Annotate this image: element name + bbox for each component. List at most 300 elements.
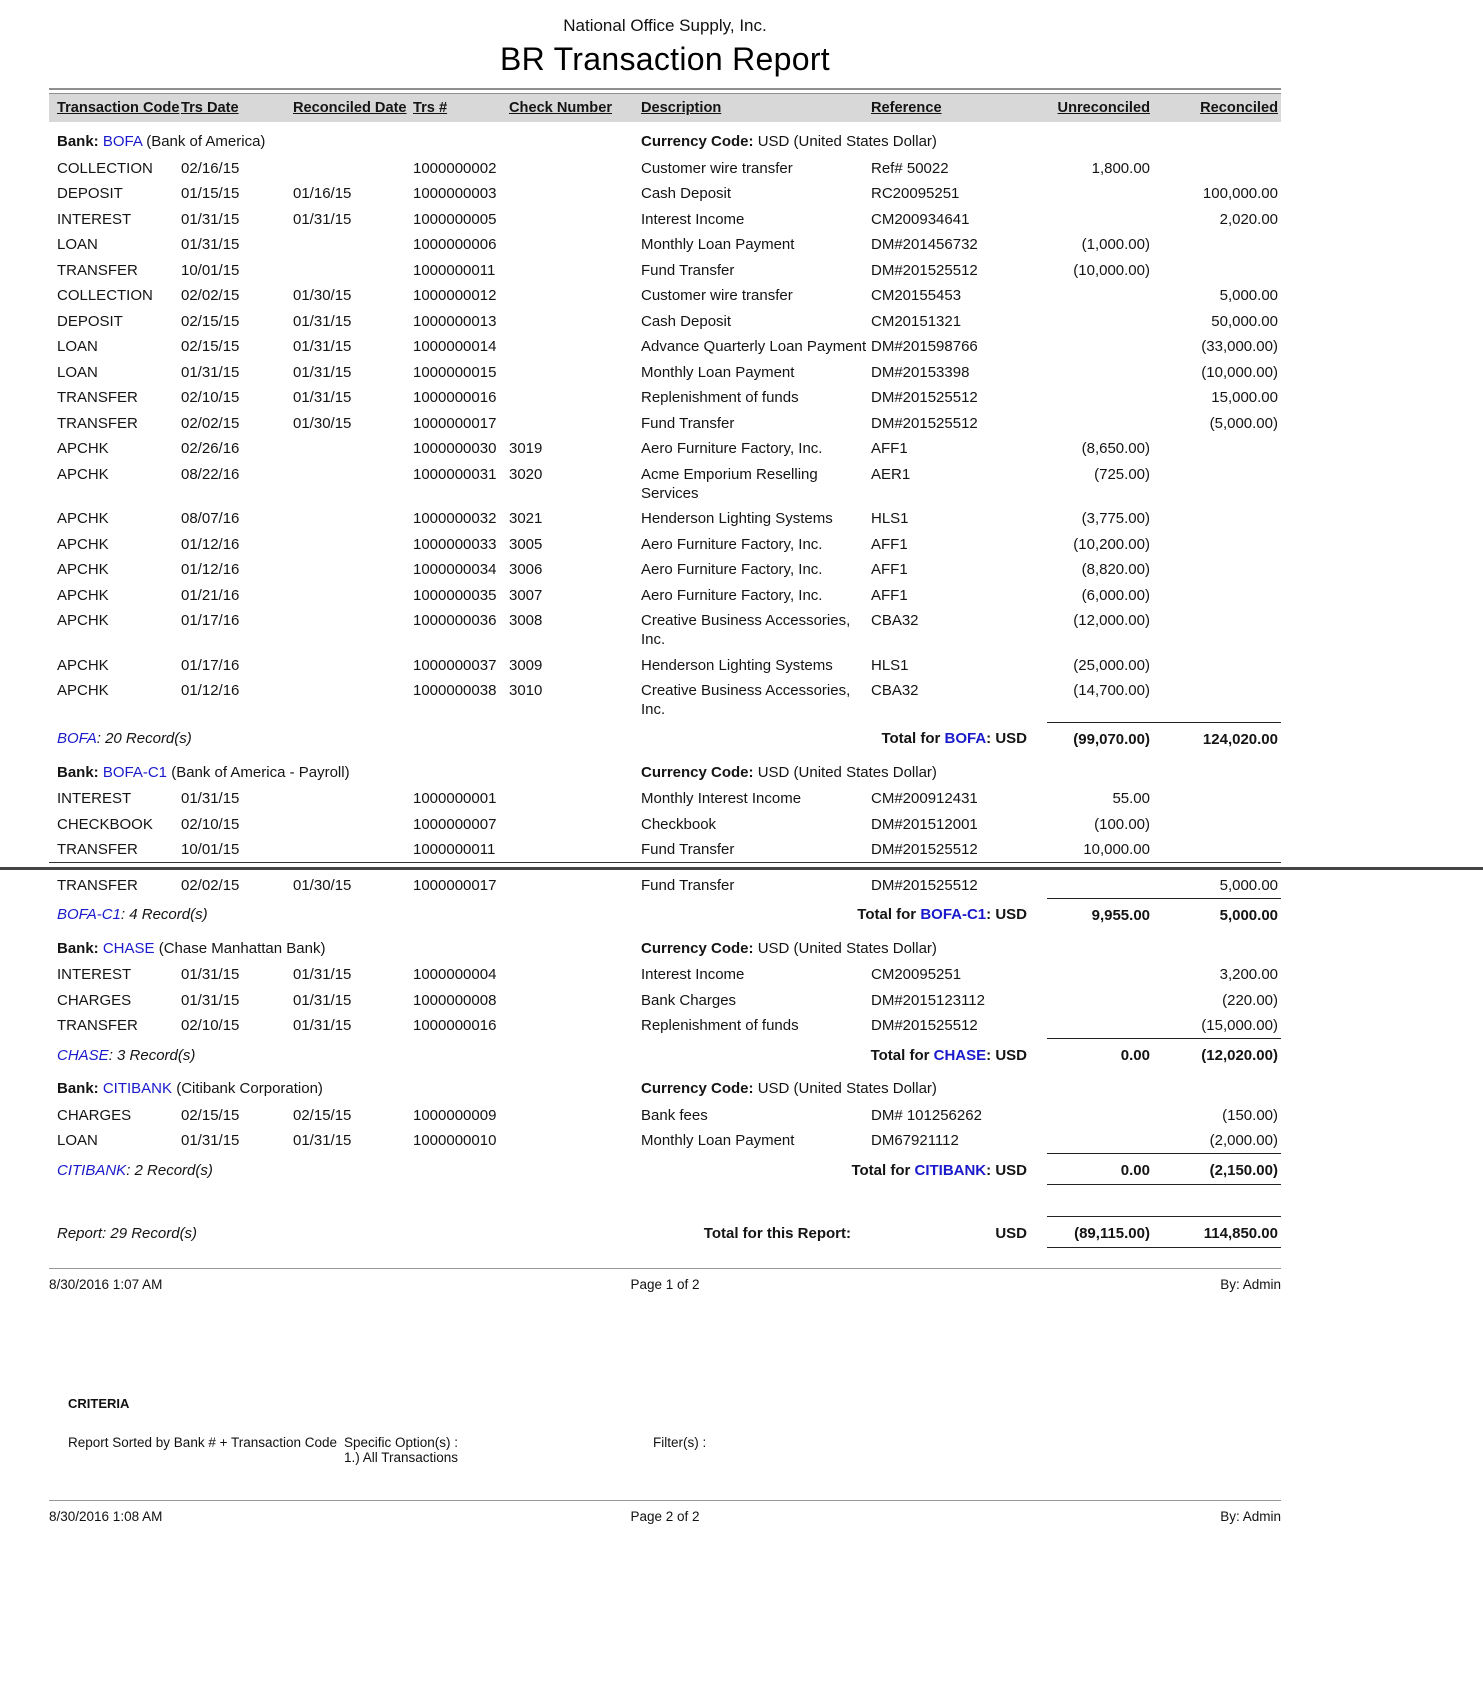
cell-reconciled [1151,557,1281,583]
cell-reconciled-date [293,155,413,181]
transaction-row [49,872,1281,898]
cell-reference: Ref# 50022 [871,159,949,177]
cell-reconciled-date: 01/31/15 [293,363,352,381]
cell-code: COLLECTION [57,287,153,304]
cell-reconciled-date: 01/31/15 [293,312,352,330]
cell-unreconciled: (100.00) [1094,815,1150,833]
cell-unreconciled: 10,000.00 [1047,837,1151,863]
cell-trs-date: 01/12/16 [181,561,240,578]
transaction-row [49,1128,1281,1154]
transaction-row [49,962,1281,988]
cell-reconciled [1151,811,1281,837]
cell-reconciled [1151,786,1281,812]
section-total-row [49,1154,1281,1185]
col-header-trs-date [181,94,293,123]
transaction-row [49,837,1281,863]
cell-check-number [509,359,641,385]
cell-trs-date: 02/02/15 [181,287,240,304]
criteria-section [49,1396,1281,1497]
cell-reference: AFF1 [871,586,908,604]
cell-reconciled-date [293,811,413,837]
cell-trs-date: 01/17/16 [181,612,240,629]
cell-check-number: 3006 [509,561,543,578]
section-total-reconciled: (12,020.00) [1151,1039,1281,1070]
cell-reconciled: 3,200.00 [1219,966,1278,983]
cell-trs-date: 02/02/15 [181,876,240,894]
cell-description: Customer wire transfer [641,159,793,177]
cell-trs-number: 1000000036 [413,612,497,629]
cell-reconciled [1151,678,1281,723]
cell-unreconciled [1047,334,1151,360]
cell-trs-date: 01/17/16 [181,656,240,674]
cell-check-number [509,334,641,360]
cell-trs-number: 1000000009 [413,1106,497,1124]
bank-label: Bank: [57,939,103,957]
cell-check-number [509,1128,641,1154]
cell-check-number: 3009 [509,656,543,674]
cell-reference: DM#201525512 [871,414,978,432]
cell-check-number: 3005 [509,535,543,553]
footer-author: By: Admin [1220,1277,1282,1292]
cell-check-number: 3007 [509,586,543,604]
col-header-label: Reconciled [1200,100,1278,116]
section-total-reconciled: (2,150.00) [1151,1154,1281,1185]
cell-unreconciled [1047,872,1151,898]
report-header [49,0,1281,88]
cell-code: TRANSFER [57,389,138,406]
cell-trs-number: 1000000010 [413,1132,497,1149]
cell-code: APCHK [57,465,109,483]
cell-trs-date: 10/01/15 [181,261,240,279]
cell-trs-date: 01/31/15 [181,1132,240,1149]
cell-reconciled-date: 01/30/15 [293,414,352,432]
col-header-label: Unreconciled [1057,100,1150,116]
transaction-row [49,652,1281,678]
cell-description: Customer wire transfer [641,287,793,304]
cell-code: CHECKBOOK [57,815,153,833]
cell-unreconciled [1047,308,1151,334]
cell-unreconciled: 55.00 [1112,790,1150,807]
currency-cell: Currency Code: USD (United States Dollar) [641,133,937,150]
cell-description: Cash Deposit [641,185,732,202]
transaction-row [49,257,1281,283]
cell-unreconciled: (25,000.00) [1073,656,1150,674]
cell-reconciled [1151,652,1281,678]
cell-trs-date: 02/02/15 [181,414,240,432]
currency-code-label: Currency Code: [641,1080,758,1097]
cell-reconciled [1151,506,1281,532]
criteria-options-value: 1.) All Transactions [344,1450,459,1465]
cell-reference: DM#2015123112 [871,991,985,1009]
cell-check-number [509,786,641,812]
cell-reconciled: 50,000.00 [1211,312,1278,330]
cell-reconciled [1151,232,1281,258]
cell-reference: CM200934641 [871,210,970,228]
cell-description: Aero Furniture Factory, Inc. [641,535,823,553]
cell-reference: CM#200912431 [871,790,978,807]
bank-code-link[interactable]: CHASE [57,1046,109,1064]
bank-name-cell: Bank: BOFA-C1 (Bank of America - Payroll) [57,763,350,781]
cell-unreconciled [1047,1128,1151,1154]
cell-reference: DM#201525512 [871,389,978,406]
bank-label: Bank: [57,763,103,781]
transaction-row [49,506,1281,532]
cell-reconciled-date [293,531,413,557]
report-records-count [49,1217,641,1248]
col-header-label: Reference [871,100,942,116]
records-text: BOFA: 20 Record(s) [57,730,192,747]
section-total-row [49,1039,1281,1070]
cell-description: Bank Charges [641,991,737,1009]
footer-datetime: 8/30/2016 1:08 AM [49,1509,163,1524]
report-total-reconciled: 114,850.00 [1151,1217,1281,1248]
col-header-reference [871,94,1047,123]
cell-reference: DM#201525512 [871,837,1047,863]
criteria-heading: CRITERIA [68,1396,130,1411]
cell-check-number [509,257,641,283]
cell-description: Monthly Interest Income [641,790,802,807]
cell-reconciled: 2,020.00 [1219,210,1278,228]
cell-description: Fund Transfer [641,837,871,863]
cell-trs-number: 1000000011 [413,261,496,279]
transaction-row [49,308,1281,334]
cell-reference: DM#201525512 [871,261,978,279]
cell-check-number [509,155,641,181]
cell-reconciled-date: 01/16/15 [293,185,352,202]
cell-trs-date: 02/10/15 [181,815,240,833]
cell-trs-date: 01/31/15 [181,991,240,1009]
cell-trs-number: 1000000008 [413,991,497,1009]
cell-code: COLLECTION [57,159,153,177]
cell-description: Aero Furniture Factory, Inc. [641,440,823,457]
cell-code: TRANSFER [49,837,181,863]
cell-trs-date: 10/01/15 [181,837,293,863]
cell-trs-date: 08/07/16 [181,510,240,527]
cell-reference: AFF1 [871,440,908,457]
cell-trs-number: 1000000016 [413,1017,497,1034]
cell-unreconciled [1047,206,1151,232]
cell-reconciled-date [293,436,413,462]
section-total-unreconciled: 0.00 [1047,1039,1151,1070]
report-body-page2 [49,872,1281,1248]
bank-code-link[interactable]: BOFA-C1 [102,763,168,781]
cell-reference: RC20095251 [871,185,960,202]
cell-reconciled-date: 01/31/15 [293,991,352,1009]
bank-label: Bank: [57,133,103,150]
cell-reference: AER1 [871,465,911,483]
transaction-row [49,334,1281,360]
cell-trs-number: 1000000035 [413,586,497,604]
cell-reference: CBA32 [871,612,919,629]
bank-name-cell: Bank: CITIBANK (Citibank Corporation) [57,1080,323,1097]
cell-trs-number: 1000000013 [413,312,497,330]
transaction-row [49,811,1281,837]
cell-unreconciled [1047,385,1151,411]
transaction-row [49,206,1281,232]
bank-section-header [49,1069,1281,1102]
cell-code: INTEREST [57,790,132,807]
cell-unreconciled [1047,283,1151,309]
records-text: BOFA-C1: 4 Record(s) [57,906,208,923]
transaction-row [49,582,1281,608]
cell-check-number [509,987,641,1013]
col-header-trs-number [413,94,509,123]
cell-reconciled-date: 01/30/15 [293,287,352,304]
cell-reconciled: (15,000.00) [1201,1017,1278,1034]
bank-code-link[interactable]: BOFA-C1 [57,906,121,923]
bank-name-cell: Bank: CHASE (Chase Manhattan Bank) [57,939,326,957]
cell-description: Fund Transfer [641,876,735,894]
cell-reconciled [1151,461,1281,506]
cell-description: Cash Deposit [641,312,732,330]
report-total-currency: USD [995,1224,1027,1242]
cell-description: Acme Emporium Reselling Services [641,465,818,502]
section-records-count [49,898,641,929]
transaction-row [49,557,1281,583]
bank-code-link[interactable]: BOFA-C1 [920,906,987,923]
cell-reconciled-date: 02/15/15 [293,1106,352,1124]
cell-code: CHARGES [57,991,132,1009]
transaction-row [49,678,1281,723]
bank-code-link[interactable]: CITIBANK [57,1161,127,1179]
cell-check-number [509,232,641,258]
cell-trs-number: 1000000016 [413,389,497,406]
cell-reconciled: (2,000.00) [1209,1132,1278,1149]
column-header-row [49,94,1281,123]
cell-trs-date: 02/15/15 [181,312,240,330]
report-total-unreconciled: (89,115.00) [1047,1217,1151,1248]
cell-unreconciled: (725.00) [1094,465,1150,483]
cell-check-number: 3008 [509,612,543,629]
cell-unreconciled [1047,410,1151,436]
cell-reconciled-date [293,608,413,653]
col-header-label: Trs Date [181,100,239,116]
bank-code-link[interactable]: CHASE [933,1046,987,1064]
cell-unreconciled [1047,181,1151,207]
cell-description: Advance Quarterly Loan Payment [641,338,867,355]
cell-trs-date: 02/15/15 [181,1106,240,1124]
cell-description: Bank fees [641,1106,708,1124]
cell-trs-date: 01/31/15 [181,236,240,253]
cell-trs-date: 02/16/15 [181,159,240,177]
report-body-page1 [49,88,1281,863]
transaction-row [49,410,1281,436]
cell-description: Fund Transfer [641,414,735,432]
cell-unreconciled [1047,1013,1151,1039]
cell-check-number [509,962,641,988]
cell-trs-date: 01/31/15 [181,790,240,807]
cell-trs-number: 1000000037 [413,656,497,674]
report-records-text: Report: 29 Record(s) [57,1224,198,1242]
cell-description: Replenishment of funds [641,1017,799,1034]
criteria-specific-options [344,1435,458,1465]
cell-reference: DM#20153398 [871,363,970,381]
cell-trs-date: 01/31/15 [181,363,240,381]
cell-code: INTEREST [57,966,132,983]
section-total-unreconciled: (99,070.00) [1047,722,1151,753]
cell-reconciled-date [293,461,413,506]
cell-reference: CM20151321 [871,312,962,330]
cell-trs-date: 02/26/16 [181,440,240,457]
cell-reconciled: (220.00) [1222,991,1278,1009]
cell-description: Aero Furniture Factory, Inc. [641,586,823,604]
cell-description: Interest Income [641,966,745,983]
bank-name-cell: Bank: BOFA (Bank of America) [57,133,266,150]
criteria-row [49,1435,1281,1497]
cell-reference: HLS1 [871,510,909,527]
cell-reconciled-date [293,257,413,283]
currency-cell: Currency Code: USD (United States Dollar) [641,939,937,957]
cell-reconciled-date [293,678,413,723]
section-total-label: Total for CITIBANK: USD [851,1161,1027,1179]
cell-reconciled-date: 01/31/15 [293,210,352,228]
cell-code: LOAN [57,236,98,253]
cell-reference: CM20095251 [871,966,962,983]
cell-check-number [509,181,641,207]
cell-trs-number: 1000000017 [413,414,497,432]
bank-section-header [49,929,1281,962]
cell-trs-number: 1000000003 [413,185,497,202]
cell-description: Henderson Lighting Systems [641,656,833,674]
cell-trs-number: 1000000006 [413,236,497,253]
cell-reconciled [1151,531,1281,557]
cell-trs-date: 01/12/16 [181,682,240,699]
cell-reference: DM# 101256262 [871,1106,982,1124]
cell-unreconciled: (14,700.00) [1073,682,1150,699]
cell-unreconciled [1047,359,1151,385]
cell-reconciled-date [293,652,413,678]
section-records-count [49,722,641,753]
records-text: CHASE: 3 Record(s) [57,1046,196,1064]
cell-reference: AFF1 [871,561,908,578]
company-name: National Office Supply, Inc. [563,16,767,35]
cell-code: DEPOSIT [57,312,123,330]
cell-reconciled: (10,000.00) [1201,363,1278,381]
cell-description: Henderson Lighting Systems [641,510,833,527]
cell-reconciled: 5,000.00 [1219,287,1278,304]
page-footer-2 [49,1500,1281,1524]
transactions-table-page2 [49,872,1281,1248]
transaction-row [49,987,1281,1013]
col-header-label: Trs # [413,100,448,116]
section-records-count [49,1039,641,1070]
transaction-row [49,608,1281,653]
transaction-row [49,155,1281,181]
bank-code-link[interactable]: CITIBANK [914,1161,987,1179]
cell-check-number [509,206,641,232]
cell-description: Monthly Loan Payment [641,236,795,253]
currency-code-label: Currency Code: [641,133,758,150]
bank-code-link[interactable]: CITIBANK [102,1080,173,1097]
cell-reference: DM#201456732 [871,236,978,253]
cell-check-number [509,308,641,334]
cell-unreconciled: (12,000.00) [1073,612,1150,629]
cell-unreconciled [1047,987,1151,1013]
page-break-divider [0,867,1483,870]
report-total-row [49,1217,1281,1248]
cell-reconciled [1151,582,1281,608]
footer-page-number: Page 2 of 2 [630,1509,700,1524]
cell-trs-number: 1000000007 [413,815,497,833]
cell-trs-number: 1000000002 [413,159,497,177]
cell-unreconciled: (10,200.00) [1073,535,1150,553]
section-total-unreconciled: 0.00 [1047,1154,1151,1185]
cell-trs-number: 1000000015 [413,363,497,381]
cell-description: Aero Furniture Factory, Inc. [641,561,823,578]
footer-page-number: Page 1 of 2 [630,1277,700,1292]
cell-trs-number: 1000000031 [413,465,497,483]
cell-trs-date: 02/10/15 [181,389,240,406]
col-header-unreconciled [1047,94,1151,123]
cell-trs-number: 1000000034 [413,561,497,578]
cell-trs-number: 1000000012 [413,287,497,304]
criteria-sorted-by: Report Sorted by Bank # + Transaction Code [68,1435,338,1450]
cell-reference: DM#201525512 [871,876,978,894]
page-title: BR Transaction Report [499,41,830,77]
criteria-options-label: Specific Option(s) : [344,1435,459,1450]
cell-code: APCHK [57,510,109,527]
cell-trs-number: 1000000005 [413,210,497,228]
cell-reconciled [1151,436,1281,462]
cell-description: Creative Business Accessories, Inc. [641,612,851,648]
cell-trs-number: 1000000033 [413,535,497,553]
transaction-row [49,283,1281,309]
cell-trs-number: 1000000014 [413,338,497,355]
bank-section-header [49,122,1281,155]
bank-code-link[interactable]: CHASE [102,939,155,957]
cell-reconciled-date: 01/31/15 [293,1132,352,1149]
cell-check-number [509,1102,641,1128]
cell-reconciled-date [293,506,413,532]
cell-check-number [509,811,641,837]
cell-trs-date: 08/22/16 [181,465,240,483]
cell-reconciled: (150.00) [1222,1106,1278,1124]
cell-unreconciled: (3,775.00) [1081,510,1150,527]
cell-code: TRANSFER [57,876,138,894]
bank-label: Bank: [57,1080,103,1097]
bank-code-link[interactable]: BOFA [102,133,143,150]
cell-reconciled: 5,000.00 [1219,876,1278,894]
transaction-row [49,181,1281,207]
cell-check-number [509,410,641,436]
criteria-filters-label: Filter(s) : [653,1435,707,1450]
cell-reference: DM67921112 [871,1132,959,1149]
cell-check-number: 3020 [509,465,543,483]
cell-reference: CBA32 [871,682,919,699]
section-total-label: Total for BOFA-C1: USD [857,906,1027,923]
cell-reconciled-date [293,837,413,863]
bank-code-link[interactable]: BOFA [57,730,97,747]
transactions-table-page1 [49,93,1281,863]
transaction-row [49,1013,1281,1039]
section-total-label: Total for CHASE: USD [870,1046,1027,1064]
section-total-label: Total for BOFA: USD [881,730,1027,747]
cell-description: Checkbook [641,815,717,833]
cell-code: LOAN [57,338,98,355]
col-header-reconciled-date [293,94,413,123]
cell-trs-number: 1000000017 [413,876,497,894]
bank-code-link[interactable]: BOFA [944,730,987,747]
cell-unreconciled: 1,800.00 [1091,159,1150,177]
cell-trs-date: 01/15/15 [181,185,240,202]
cell-check-number [509,1013,641,1039]
transaction-row [49,461,1281,506]
cell-code: LOAN [57,363,98,381]
cell-trs-number: 1000000001 [413,790,497,807]
cell-description: Interest Income [641,210,745,228]
transaction-row [49,385,1281,411]
cell-reconciled [1151,837,1281,863]
